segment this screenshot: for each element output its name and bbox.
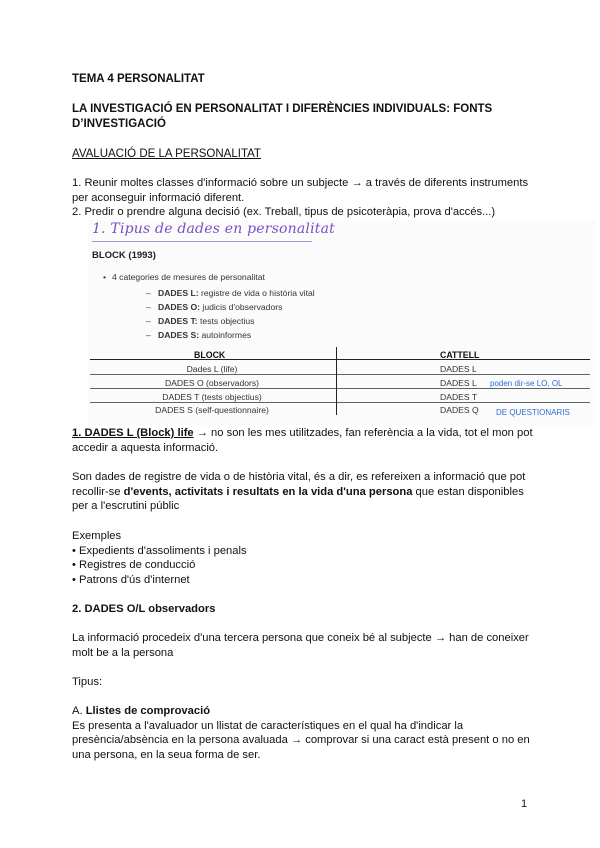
- table-cell: DADES O (observadors): [164, 378, 260, 388]
- list-item: • Registres de conducció: [72, 559, 196, 571]
- checklist-heading: [72, 704, 542, 719]
- table-header: CATTELL: [440, 350, 480, 360]
- table-cell: DADES L: [440, 364, 477, 374]
- checklist-prefix: A.: [72, 705, 86, 717]
- slide-title-underline: [92, 241, 312, 242]
- slide-subitem: – DADES S: autoinformes: [146, 330, 252, 340]
- table-cell: DADES T (tests objectius): [162, 392, 262, 402]
- table-cell: Dades L (life): [186, 364, 238, 374]
- examples-block: [72, 529, 542, 587]
- table-cell: DADES Q: [440, 405, 479, 415]
- section-heading: AVALUACIÓ DE LA PERSONALITAT: [72, 148, 261, 160]
- slide-bullet: [103, 270, 265, 285]
- types-label: Tipus:: [72, 676, 103, 688]
- list-item: • Expedients d'assoliments i penals: [72, 544, 247, 557]
- paragraph-2-before: Son dades de registre de vida o de història vital, és a dir, es refereixen a informació que pot recollir-se: [72, 471, 526, 498]
- slide-subitem: – DADES O: judicis d'observadors: [146, 302, 283, 312]
- intro-list: [72, 176, 542, 220]
- subitem-label: DADES S:: [158, 330, 200, 340]
- table-rule: [90, 359, 590, 360]
- subitem-text: registre de vida o història vital: [198, 288, 315, 298]
- subitem-label: DADES O:: [158, 302, 201, 312]
- chapter-title: LA INVESTIGACIÓ EN PERSONALITAT I DIFERÈNCIES INDIVIDUALS: FONTS D’INVESTIGACIÓ: [72, 103, 493, 130]
- paragraph-2-after: que estan disponibles per a l'escrutini públic: [72, 485, 524, 512]
- slide-subitem: – DADES L: registre de vida o història vital: [146, 288, 315, 298]
- slide-image: [88, 220, 596, 425]
- slide-title: 1. Tipus de dades en personalitat: [92, 221, 335, 237]
- list-item: • Patrons d'ús d'internet: [72, 573, 190, 586]
- intro-item: 1. Reunir moltes classes d'informació sobre un subjecte → a través de diferents instruments per aconseguir informació diferent.: [72, 177, 529, 204]
- checklist-title: Llistes de comprovació: [85, 705, 211, 717]
- paragraph-2: [72, 470, 542, 514]
- checklist-block: [72, 704, 542, 762]
- paragraph-2-bold: d'events, activitats i resultats en la vida d'una persona: [123, 485, 413, 498]
- subitem-text: autoinformes: [199, 330, 252, 340]
- page-number: 1: [521, 798, 528, 810]
- subitem-label: DADES L:: [158, 288, 199, 298]
- subitem-label: DADES T:: [158, 316, 198, 326]
- handwritten-note: DE QUESTIONARIS: [496, 408, 570, 417]
- subitem-text: judicis d'observadors: [200, 302, 283, 312]
- slide-bullet-text: 4 categories de mesures de personalitat: [112, 272, 265, 282]
- table-divider: [336, 347, 337, 415]
- handwritten-note: poden dir-se LO, OL: [490, 379, 563, 388]
- section-1-paragraph: [72, 426, 542, 455]
- slide-subitem: – DADES T: tests objectius: [146, 316, 255, 326]
- intro-item: 2. Predir o prendre alguna decisió (ex. Treball, tipus de psicoteràpia, prova d'accés...): [72, 206, 496, 218]
- table-row-line: [90, 374, 590, 375]
- table-cell: DADES S (self-questionnaire): [155, 405, 269, 415]
- table-header: BLOCK: [194, 350, 226, 360]
- bullet-dot-icon: •: [103, 272, 107, 282]
- examples-label: Exemples: [72, 530, 122, 542]
- table-cell: DADES L: [440, 378, 477, 388]
- table-cell: DADES T: [440, 392, 478, 402]
- checklist-text: Es presenta a l'avaluador un llistat de característiques en el qual ha d'indicar la presència/absència en la persona avaluada → comprovar si una caract està present o no en una persona, en la seua forma de ser.: [72, 719, 530, 761]
- document-header-title: TEMA 4 PERSONALITAT: [72, 73, 205, 85]
- slide-author: BLOCK (1993): [92, 250, 156, 261]
- section-2-title: 2. DADES O/L observadors: [72, 603, 216, 615]
- paragraph-3: La informació procedeix d'una tercera persona que coneix bé al subjecte → han de coneixer molt be a la persona: [72, 632, 529, 659]
- section-1-label: 1. DADES L (Block) life: [72, 427, 194, 439]
- section-1-text: → no son les mes utilitzades, fan referència a la vida, tot el mon pot accedir a aquesta informació.: [72, 427, 533, 454]
- table-row-line: [90, 388, 590, 389]
- subitem-text: tests objectius: [197, 316, 255, 326]
